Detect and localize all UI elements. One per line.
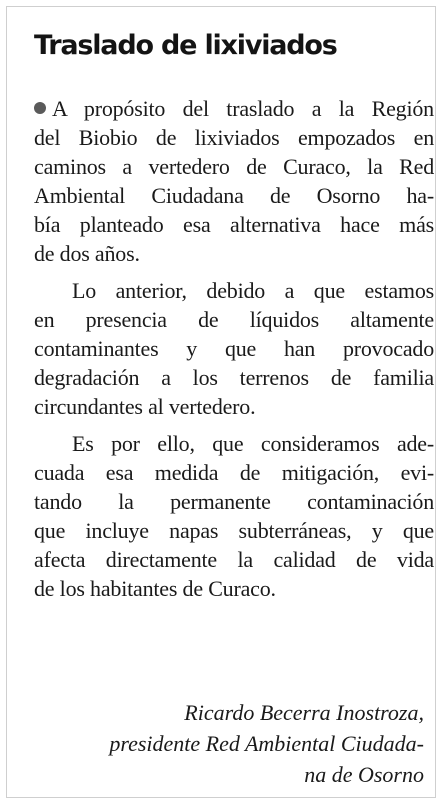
- text-line: del Biobio de lixiviados empozados en: [34, 125, 434, 150]
- article-headline: Traslado de lixiviados: [34, 30, 337, 61]
- text-line: Lo anterior, debido a que estamos: [72, 278, 434, 303]
- paragraph-1: [34, 94, 434, 268]
- paragraph-3: [34, 429, 434, 603]
- signature-line: na de Osorno: [304, 762, 424, 787]
- text-line: tando la permanente contaminación: [34, 489, 434, 514]
- text-line: Ambiental Ciudadana de Osorno ha-: [34, 183, 434, 208]
- article-body: [34, 94, 434, 603]
- paragraph-2: [34, 276, 434, 421]
- text-line: de dos años.: [34, 241, 140, 266]
- signature-line: Ricardo Becerra Inostroza,: [184, 700, 424, 725]
- text-line: en presencia de líquidos altamente: [34, 307, 434, 332]
- text-line: circundantes al vertedero.: [34, 394, 256, 419]
- text-line: caminos a vertedero de Curaco, la Red: [34, 154, 434, 179]
- signature-line: presidente Red Ambiental Ciudada-: [109, 731, 424, 756]
- text-line: bía planteado esa alternativa hace más: [34, 212, 434, 237]
- bullet-icon: [34, 102, 46, 114]
- text-line: que incluye napas subterráneas, y que: [34, 518, 434, 543]
- text-line: degradación a los terrenos de familia: [34, 365, 434, 390]
- author-signature: [109, 697, 424, 790]
- text-line: afecta directamente la calidad de vida: [34, 547, 434, 572]
- text-line: contaminantes y que han provocado: [34, 336, 434, 361]
- text-line: Es por ello, que consideramos ade-: [72, 431, 434, 456]
- text-line: A propósito del traslado a la Región: [34, 94, 434, 123]
- text-line: cuada esa medida de mitigación, evi-: [34, 460, 434, 485]
- text-line: de los habitantes de Curaco.: [34, 576, 276, 601]
